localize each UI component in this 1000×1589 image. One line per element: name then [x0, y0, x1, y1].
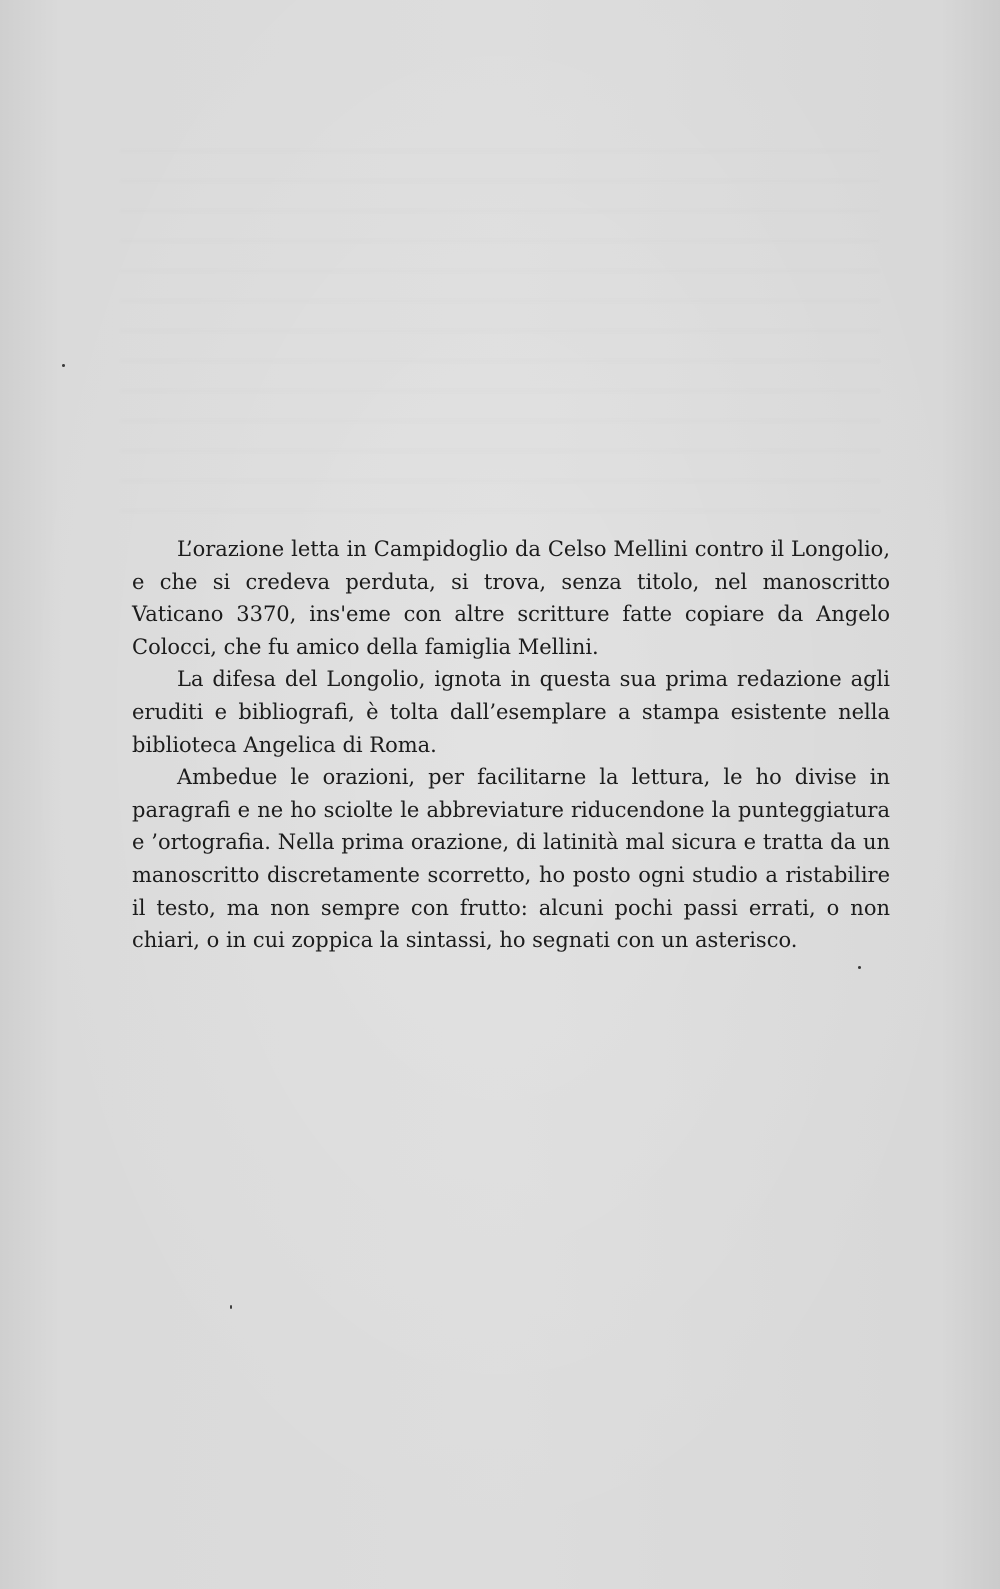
show-through-text: [120, 150, 880, 530]
body-text: [132, 533, 890, 957]
paragraph: Ambedue le orazioni, per facilitarne la lettura, le ho divise in paragrafi e ne ho sciolte le abbreviature riducendone la punteggiatura e ’ortografia. Nella prima orazione, di latinità mal sicura e tratta da un manoscritto discretamente scorretto, ho posto ogni studio a ristabilire il testo, ma non sempre con frutto: alcuni pochi passi errati, o non chiari, o in cui zoppica la sintassi, ho segnati con un asterisco.: [132, 765, 890, 953]
ink-speck: [62, 364, 65, 367]
ink-speck: [858, 966, 861, 969]
paragraph: L’orazione letta in Campidoglio da Celso Mellini contro il Longolio, e che si credeva perduta, si trova, senza titolo, nel manoscritto Vaticano 3370, ins'eme con altre scritture fatte copiare da Angelo Colocci, che fu amico della famiglia Mellini.: [132, 537, 890, 659]
ink-speck: [230, 1305, 232, 1309]
paragraph: La difesa del Longolio, ignota in questa sua prima redazione agli eruditi e bibliografi, è tolta dall’esemplare a stampa esistente nella biblioteca Angelica di Roma.: [132, 667, 890, 757]
